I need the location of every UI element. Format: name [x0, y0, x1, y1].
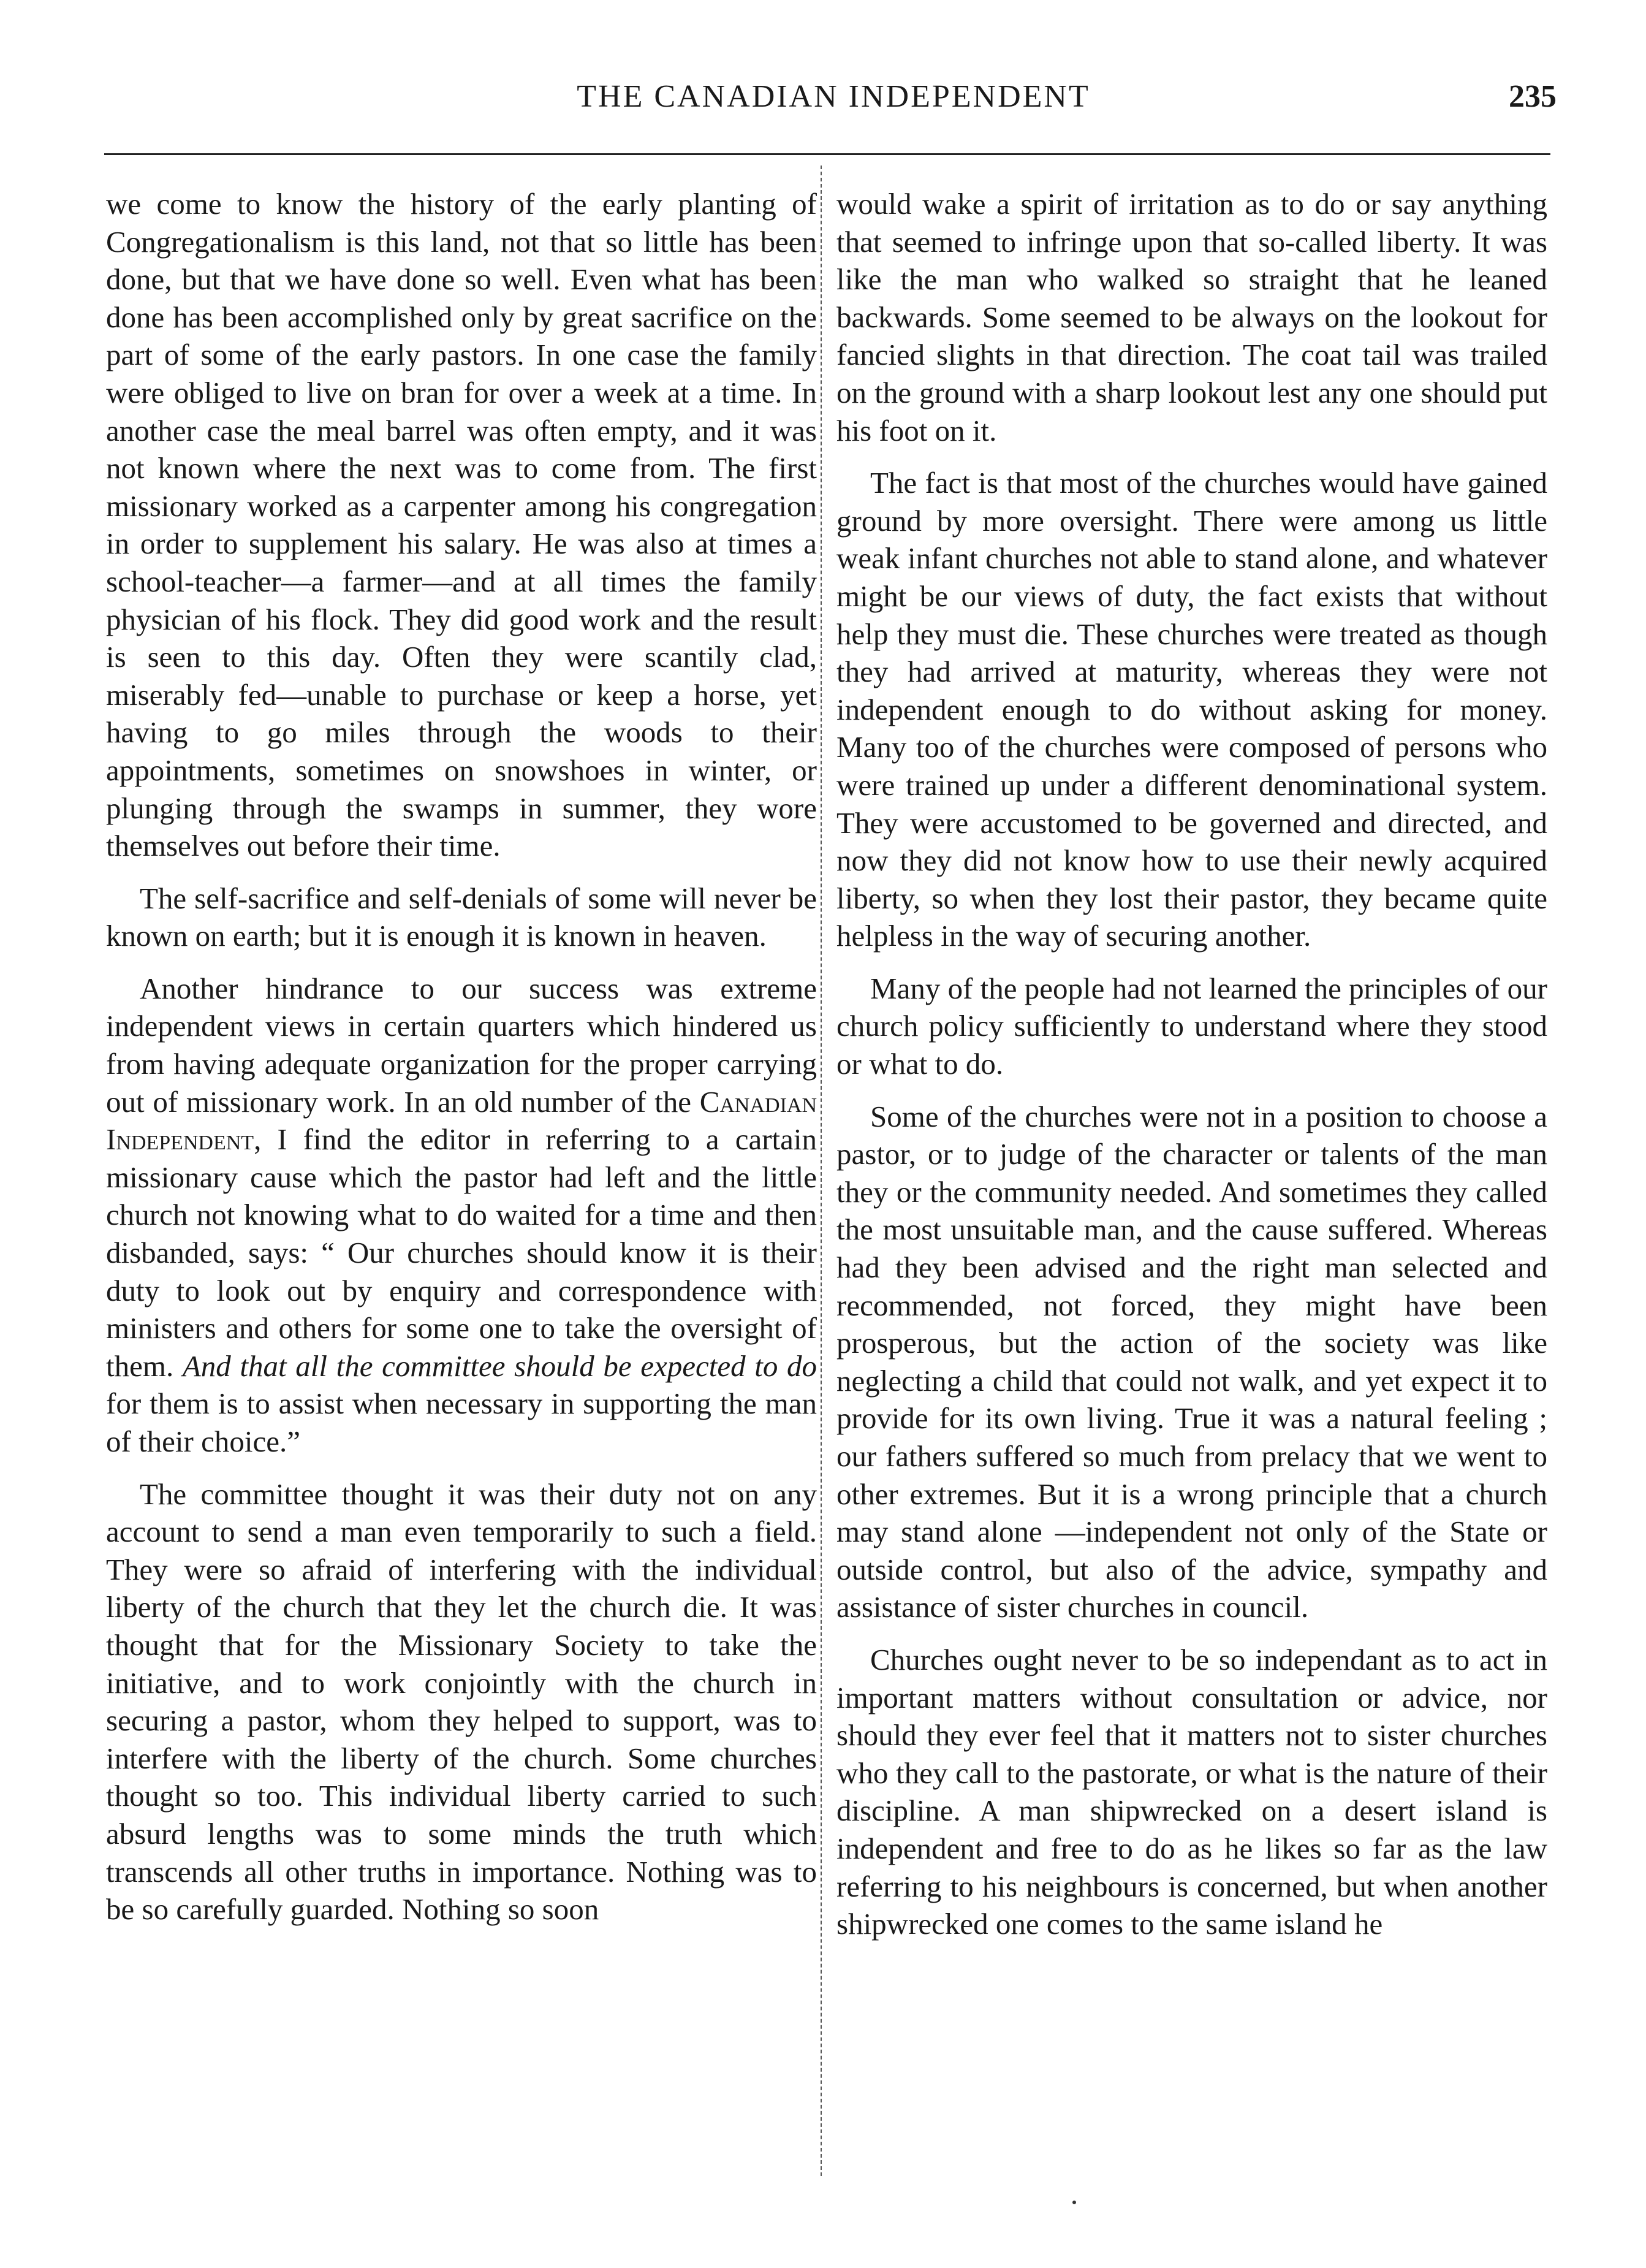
- print-mark: [1072, 2201, 1076, 2204]
- page-number: 235: [1509, 79, 1557, 114]
- left-column: [106, 185, 817, 1928]
- paragraph-text: Another hindrance to our success was extreme independent views in certain quarters which hindered us from having adequate organization for the proper carrying out of missionary work. In an old number of the: [106, 971, 817, 1119]
- running-head: THE CANADIAN INDEPENDENT: [577, 79, 1090, 114]
- paragraph: The committee thought it was their duty not on any account to send a man even temporarily to such a field. They were so afraid of interfering with the individual liberty of the church that they let the church die. It was thought that for the Missionary Society to take the initiative, and to work conjointly with the church in securing a pastor, whom they helped to support, was to interfere with the liberty of the church. Some churches thought so too. This individual liberty carried to such absurd lengths was to some minds the truth which transcends all other truths in importance. Nothing was to be so carefully guarded. Nothing so soon: [106, 1477, 817, 1927]
- paragraph: Churches ought never to be so independant as to act in important matters without consultation or advice, nor should they ever feel that it matters not to sister churches who they call to the pastorate, or what is the nature of their discipline. A man shipwrecked on a desert island is independent and free to do as he likes so far as the law referring to his neighbours is concerned, but when another shipwrecked one comes to the same island he: [836, 1642, 1547, 1941]
- page-header: [98, 78, 1569, 127]
- paragraph: Some of the churches were not in a position to choose a pastor, or to judge of the character or talents of the man they or the community needed. And sometimes they called the most unsuitable man, and the cause suffered. Whereas had they been advised and the right man selected and recommended, not forced, they might have been prosperous, but the action of the society was like neglecting a child that could not walk, and yet expect it to provide for its own living. True it was a natural feeling ; our fathers suffered so much from prelacy that we went to other extremes. But it is a wrong principle that a church may stand alone —independent not only of the State or outside control, but also of the advice, sympathy and assistance of sister churches in council.: [836, 1099, 1547, 1624]
- right-column: [836, 185, 1547, 1943]
- publication-title: Canadian Independent: [106, 1084, 817, 1157]
- paragraph: The fact is that most of the churches would have gained ground by more oversight. There were among us little weak infant churches not able to stand alone, and whatever might be our views of duty, the fact exists that without help they must die. These churches were treated as though they had arrived at maturity, whereas they were not independent enough to do without asking for money. Many too of the churches were composed of persons who were trained up under a different denominational system. They were accustomed to be governed and directed, and now they did not know how to use their newly acquired liberty, so when they lost their pastor, they became quite helpless in the way of securing another.: [836, 466, 1547, 953]
- paragraph-text: for them is to assist when necessary in supporting the man of their choice.”: [106, 1387, 817, 1458]
- header-rule: [104, 153, 1550, 155]
- column-divider: [821, 166, 822, 2176]
- paragraph-text: , I find the editor in referring to a cartain missionary cause which the pastor had left and the little church not knowing what to do waited for a time and then disbanded, says: “ Our churches should know it is their duty to look out by enquiry and correspondence with ministers and others for some one to take the oversight of them.: [106, 1122, 817, 1383]
- paragraph: Many of the people had not learned the principles of our church policy sufficiently to understand where they stood or what to do.: [836, 971, 1547, 1081]
- paragraph: [106, 970, 817, 1461]
- paragraph: would wake a spirit of irritation as to do or say anything that seemed to infringe upon that so-called liberty. It was like the man who walked so straight that he leaned backwards. Some seemed to be always on the lookout for fancied slights in that direction. The coat tail was trailed on the ground with a sharp lookout lest any one should put his foot on it.: [836, 187, 1547, 447]
- paragraph: The self-sacrifice and self-denials of some will never be known on earth; but it is enough it is known in heaven.: [106, 881, 817, 953]
- italic-emphasis: And that all the committee should be expected to do: [182, 1349, 817, 1383]
- paragraph: we come to know the history of the early planting of Congregationalism is this land, not that so little has been done, but that we have done so well. Even what has been done has been accomplished only by great sacrifice on the part of some of the early pastors. In one case the family were obliged to live on bran for over a week at a time. In another case the meal barrel was often empty, and it was not known where the next was to come from. The first missionary worked as a carpenter among his congregation in order to supplement his salary. He was also at times a school-teacher—a farmer—and at all times the family physician of his flock. They did good work and the result is seen to this day. Often they were scantily clad, miserably fed—unable to purchase or keep a horse, yet having to go miles through the woods to their appointments, sometimes on snowshoes in winter, or plunging through the swamps in summer, they wore themselves out before their time.: [106, 187, 817, 863]
